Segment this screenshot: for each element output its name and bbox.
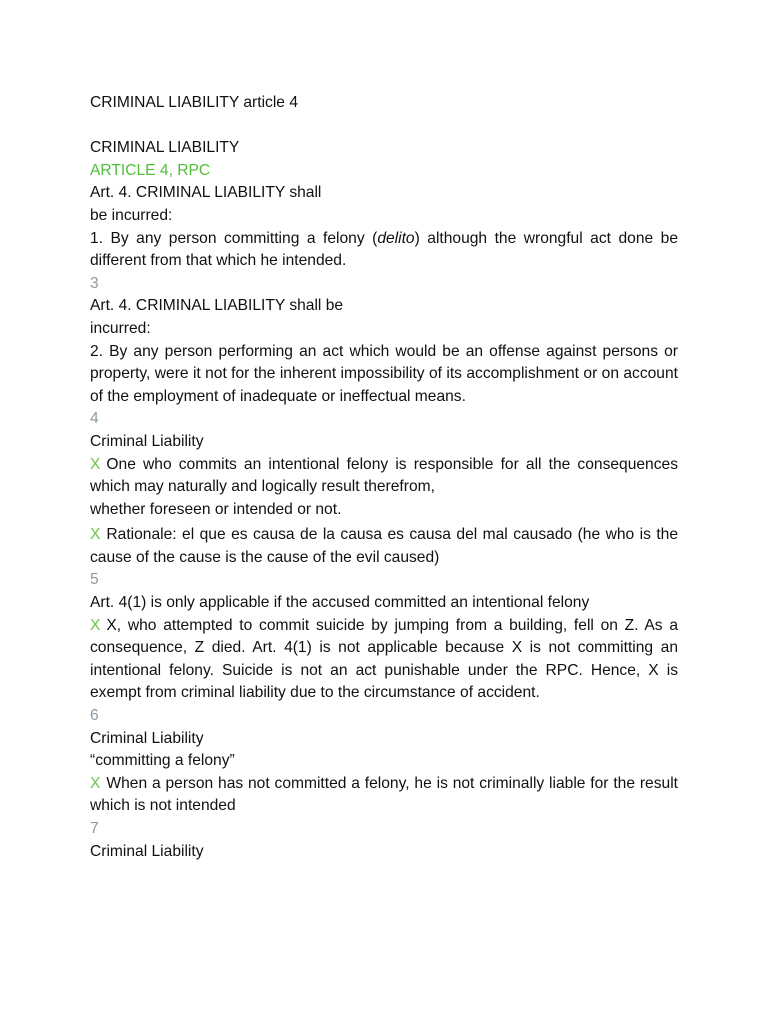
slide1-line2: be incurred: <box>90 206 173 224</box>
slide4-bullet1-text: X, who attempted to commit suicide by jumping from a building, fell on Z. As a consequence, Z died. Art. 4(1) is not applicable because X is not committing an intentional felony. Suicide is not an act punishable under the RPC. Hence, X is exempt from criminal liability due to the circumstance of accident. <box>90 616 678 702</box>
slide1-item <box>90 228 678 273</box>
bullet-x-icon: X <box>90 455 101 473</box>
slide3-bullet1 <box>90 454 678 499</box>
slide5-title: Criminal Liability <box>90 729 204 747</box>
slide4-bullet1 <box>90 615 678 705</box>
slide1-item-suffix: ) although the wrongful act done be different from that which he intended. <box>90 229 678 270</box>
slide5-bullet1 <box>90 773 678 818</box>
bullet-x-icon: X <box>90 526 101 544</box>
slide2-line2: incurred: <box>90 319 151 337</box>
document-page <box>90 92 678 863</box>
slide3-bullet2-text: Rationale: el que es causa de la causa es causa del mal causado (he who is the cause of the cause is the cause of the evil caused) <box>90 526 678 566</box>
page-number-6: 6 <box>90 707 99 725</box>
slide3-bullet1-text: One who commits an intentional felony is responsible for all the consequences which may naturally and logically result therefrom, <box>90 455 678 496</box>
slide3-bullet2 <box>90 524 678 569</box>
page-number-4: 4 <box>90 410 99 428</box>
article-subheading: ARTICLE 4, RPC <box>90 161 211 179</box>
bullet-x-icon: X <box>90 616 101 634</box>
slide1-line1: Art. 4. CRIMINAL LIABILITY shall <box>90 184 322 202</box>
blank-line <box>90 115 678 138</box>
page-number-3: 3 <box>90 274 99 292</box>
slide5-subtitle: “committing a felony” <box>90 752 235 770</box>
slide2-line1: Art. 4. CRIMINAL LIABILITY shall be <box>90 297 344 315</box>
slide3-bullet1-continuation: whether foreseen or intended or not. <box>90 500 342 518</box>
bullet-x-icon: X <box>90 774 101 792</box>
slide1-item-italic: delito <box>377 229 415 247</box>
page-number-5: 5 <box>90 571 99 589</box>
document-title: CRIMINAL LIABILITY article 4 <box>90 94 298 111</box>
slide2-item: 2. By any person performing an act which would be an offense against persons or property, were it not for the inherent impossibility of its accomplishment or on account of the employment of inadequate or ineffectual means. <box>90 342 678 405</box>
slide3-title: Criminal Liability <box>90 432 204 450</box>
slide6-title: Criminal Liability <box>90 842 204 860</box>
slide4-title: Art. 4(1) is only applicable if the accused committed an intentional felony <box>90 594 590 612</box>
slide1-item-prefix: 1. By any person committing a felony ( <box>90 229 378 247</box>
slide5-bullet1-text: When a person has not committed a felony, he is not criminally liable for the result which is not intended <box>90 774 678 815</box>
page-number-7: 7 <box>90 820 99 837</box>
section-heading: CRIMINAL LIABILITY <box>90 139 240 157</box>
